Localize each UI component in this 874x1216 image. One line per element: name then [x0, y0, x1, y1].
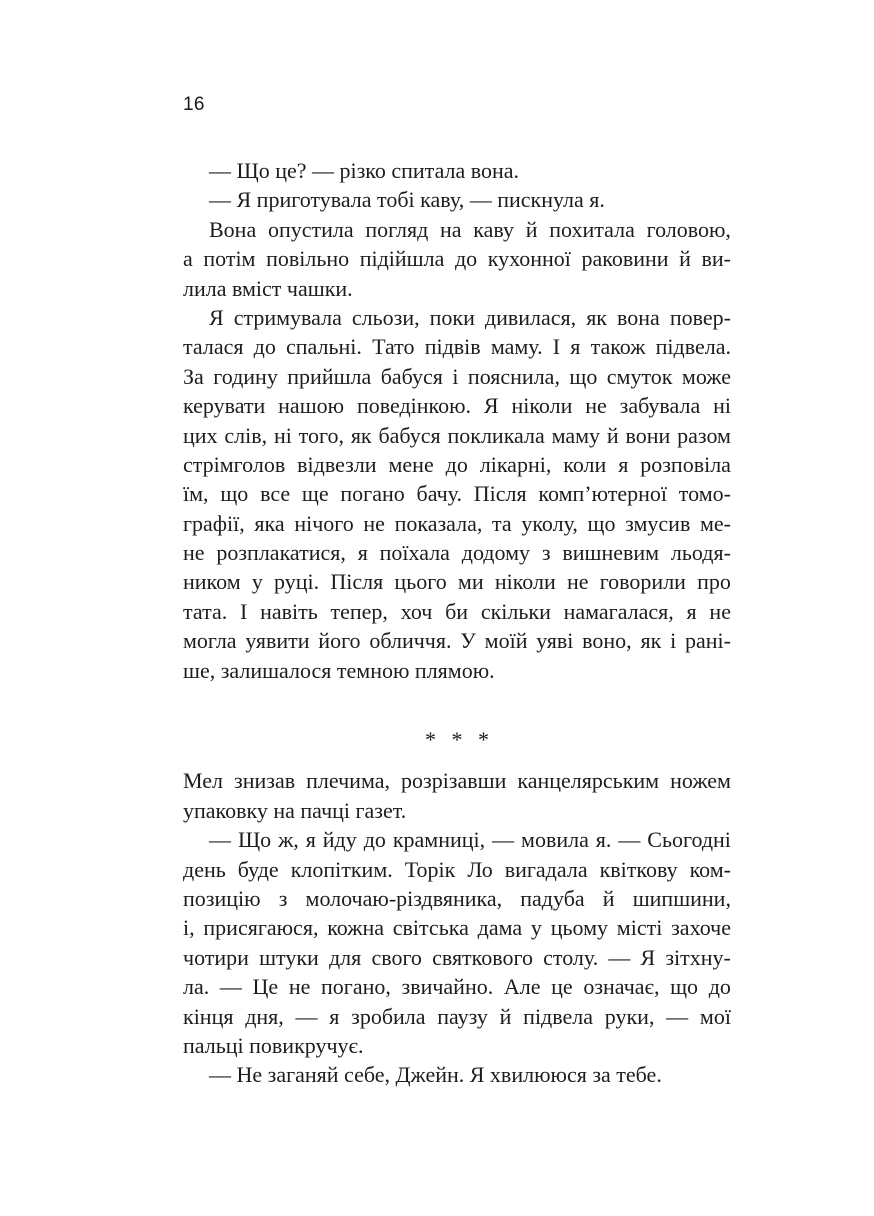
- word: Я: [483, 393, 499, 419]
- word: ла.: [183, 974, 210, 1000]
- word: І: [239, 598, 248, 624]
- text-line: [183, 884, 731, 913]
- word: ні: [713, 393, 731, 419]
- word: —: [219, 974, 242, 1000]
- word: повер-: [669, 304, 731, 330]
- word: похитала: [549, 216, 635, 242]
- word: до: [445, 451, 468, 477]
- text-line: упаковку на пачці газет.: [183, 797, 407, 823]
- word: зробила: [351, 1003, 426, 1029]
- word: розплакатися,: [216, 540, 346, 566]
- word: —: [608, 944, 631, 970]
- word: погляд: [365, 216, 429, 242]
- word: Після: [330, 569, 384, 595]
- word: а: [183, 246, 193, 272]
- word: канцелярським: [517, 768, 660, 794]
- word: —: [295, 1003, 318, 1029]
- word: лікарні,: [479, 451, 552, 477]
- text-line: [183, 450, 731, 479]
- word: означає,: [583, 974, 660, 1000]
- word: не: [288, 974, 311, 1000]
- section-separator: * * *: [425, 727, 489, 753]
- word: не: [585, 393, 607, 419]
- word: місті: [616, 915, 663, 941]
- word: стримувала: [233, 304, 342, 330]
- word: крамниці,: [392, 827, 486, 853]
- text-line: [183, 855, 731, 884]
- text-line: [183, 244, 731, 273]
- word: до: [253, 334, 276, 360]
- word: Але: [503, 974, 541, 1000]
- word: тата.: [183, 598, 228, 624]
- word: й: [679, 246, 691, 272]
- word: ніколи: [494, 569, 556, 595]
- text-block: [183, 156, 731, 1090]
- word: захоче: [671, 915, 731, 941]
- text-line: [183, 766, 731, 795]
- word: до: [454, 246, 478, 272]
- word: разом: [677, 422, 731, 448]
- word: ми: [457, 569, 484, 595]
- word: до: [708, 974, 731, 1000]
- word: ні: [273, 422, 292, 448]
- word: штуки: [259, 944, 319, 970]
- word: й: [606, 422, 619, 448]
- word: для: [328, 944, 362, 970]
- word: цих: [183, 422, 218, 448]
- word: це: [551, 974, 573, 1000]
- word: також: [590, 334, 646, 360]
- word: дама: [477, 915, 523, 941]
- text-line: [183, 1002, 731, 1031]
- word: з: [541, 540, 551, 566]
- word: пояснила,: [467, 363, 560, 389]
- word: все: [260, 481, 291, 507]
- word: та: [492, 510, 512, 536]
- word: Ло: [467, 856, 493, 882]
- paragraph: [183, 156, 731, 185]
- word: і,: [183, 915, 195, 941]
- word: головою,: [646, 216, 731, 242]
- word: руці.: [274, 569, 320, 595]
- word: смуток: [606, 363, 673, 389]
- word: скільки: [480, 598, 551, 624]
- word: їм,: [183, 481, 209, 507]
- text-line: [183, 538, 731, 567]
- word: говорили: [599, 569, 686, 595]
- word: керувати: [183, 393, 266, 419]
- word: —: [209, 827, 231, 853]
- word: кожна: [327, 915, 384, 941]
- word: що: [670, 974, 699, 1000]
- text-line: — Не заганяй себе, Джейн. Я хвилююся за тебе.: [209, 1062, 662, 1088]
- word: знизав: [234, 768, 296, 794]
- word: ж,: [278, 827, 299, 853]
- word: що: [569, 363, 598, 389]
- word: підвела: [523, 1003, 594, 1029]
- text-line: [183, 332, 731, 361]
- text-line: [183, 421, 731, 450]
- word: ви-: [701, 246, 731, 272]
- word: Вона: [209, 216, 257, 242]
- word: опустила: [267, 216, 354, 242]
- word: —: [492, 827, 515, 853]
- word: яка: [254, 510, 285, 536]
- word: може: [681, 363, 731, 389]
- word: розрізавши: [401, 768, 507, 794]
- word: того,: [298, 422, 344, 448]
- text-line: [183, 479, 731, 508]
- word: цьому: [550, 915, 609, 941]
- word: і: [452, 363, 459, 389]
- word: зітхну-: [665, 944, 731, 970]
- paragraph: [183, 215, 731, 303]
- word: плечима,: [306, 768, 390, 794]
- word: Я: [209, 304, 224, 330]
- word: я: [357, 540, 368, 566]
- word: Я: [640, 944, 656, 970]
- text-line: [183, 391, 731, 420]
- word: у: [251, 569, 263, 595]
- word: слів,: [224, 422, 268, 448]
- word: йду: [322, 827, 357, 853]
- word: потім: [203, 246, 256, 272]
- word: столу.: [543, 944, 599, 970]
- word: не: [709, 598, 731, 624]
- word: маму.: [490, 334, 543, 360]
- word: уявити: [245, 628, 310, 654]
- word: що: [587, 510, 616, 536]
- text-line: [183, 825, 731, 854]
- word: додому: [461, 540, 531, 566]
- word: погано,: [321, 974, 391, 1000]
- word: свого: [371, 944, 422, 970]
- word: присягаюся,: [203, 915, 319, 941]
- word: світська: [392, 915, 469, 941]
- word: спальні.: [286, 334, 362, 360]
- page-number: 16: [183, 94, 205, 115]
- text-line: [183, 597, 731, 626]
- word: паузу: [437, 1003, 488, 1029]
- word: прийшла: [287, 363, 372, 389]
- word: відвезли: [297, 451, 377, 477]
- word: Сьогодні: [647, 827, 731, 853]
- text-line: — Що це? — різко спитала вона.: [209, 158, 520, 183]
- word: раковини: [581, 246, 669, 272]
- word: підвів: [424, 334, 481, 360]
- word: поїхала: [379, 540, 450, 566]
- word: з: [278, 885, 288, 911]
- word: звичайно.: [401, 974, 494, 1000]
- text-line: [183, 303, 731, 332]
- text-line: [183, 215, 731, 244]
- word: льодя-: [670, 540, 731, 566]
- word: Мел: [183, 768, 224, 794]
- word: мої: [699, 1003, 731, 1029]
- word: до: [363, 827, 386, 853]
- word: молочаю-різдвяника,: [305, 885, 503, 911]
- word: рані-: [685, 628, 731, 654]
- word: кухонної: [487, 246, 571, 272]
- word: підійшла: [359, 246, 445, 272]
- word: вони: [625, 422, 671, 448]
- word: томо-: [678, 481, 731, 507]
- word: сльози,: [351, 304, 420, 330]
- word: бабуся: [378, 422, 441, 448]
- word: графії,: [183, 510, 245, 536]
- word: вона: [617, 304, 660, 330]
- word: цього: [394, 569, 447, 595]
- word: на: [440, 216, 462, 242]
- word: й: [525, 216, 538, 242]
- text-line: [183, 567, 731, 596]
- word: обличчя.: [369, 628, 452, 654]
- word: змусив: [625, 510, 691, 536]
- word: За: [183, 363, 204, 389]
- word: я: [305, 827, 316, 853]
- word: що: [220, 481, 249, 507]
- word: би: [445, 598, 469, 624]
- word: не: [566, 569, 589, 595]
- word: маму: [551, 422, 601, 448]
- word: день: [183, 856, 226, 882]
- word: квіткову: [599, 856, 678, 882]
- word: буде: [237, 856, 279, 882]
- word: могла: [183, 628, 237, 654]
- paragraph: [183, 825, 731, 1060]
- word: стрімголов: [183, 451, 286, 477]
- word: Після: [473, 481, 527, 507]
- word: ножем: [670, 768, 731, 794]
- word: коли: [563, 451, 607, 477]
- word: й: [499, 1003, 512, 1029]
- word: намагалася,: [563, 598, 674, 624]
- word: моїй: [484, 628, 528, 654]
- word: бачу.: [416, 481, 462, 507]
- text-line: [183, 913, 731, 942]
- paragraph: [183, 766, 731, 825]
- word: талася: [183, 334, 244, 360]
- word: поведінкою.: [356, 393, 472, 419]
- word: не: [363, 510, 385, 536]
- word: хоч: [400, 598, 433, 624]
- word: падуба: [520, 885, 585, 911]
- word: як: [350, 422, 372, 448]
- word: уколу,: [521, 510, 578, 536]
- text-line: [183, 626, 731, 655]
- word: вишневим: [562, 540, 660, 566]
- word: воно,: [582, 628, 632, 654]
- word: бабуся: [380, 363, 443, 389]
- word: нашою: [278, 393, 345, 419]
- word: погано: [340, 481, 405, 507]
- word: навіть: [260, 598, 318, 624]
- word: ником: [183, 569, 241, 595]
- word: розповіла: [640, 451, 731, 477]
- word: повільно: [266, 246, 350, 272]
- word: не: [183, 540, 205, 566]
- word: Торік: [404, 856, 456, 882]
- word: уяві: [536, 628, 574, 654]
- word: —: [618, 827, 641, 853]
- paragraph: [183, 185, 731, 214]
- word: показала,: [394, 510, 483, 536]
- text-line: [183, 972, 731, 1001]
- word: ме-: [699, 510, 731, 536]
- word: руки,: [604, 1003, 655, 1029]
- word: І: [552, 334, 561, 360]
- text-line: [183, 943, 731, 972]
- word: —: [666, 1003, 689, 1029]
- word: я: [618, 451, 629, 477]
- word: ще: [301, 481, 329, 507]
- word: Це: [252, 974, 279, 1000]
- word: як: [640, 628, 662, 654]
- word: як: [586, 304, 607, 330]
- word: позицію: [183, 885, 261, 911]
- word: у: [530, 915, 542, 941]
- word: я: [570, 334, 581, 360]
- word: я: [686, 598, 697, 624]
- text-line: ше, залишалося темною плямою.: [183, 657, 495, 683]
- text-line: лила вміст чашки.: [183, 275, 353, 301]
- word: Що: [237, 827, 272, 853]
- paragraph: [183, 303, 731, 685]
- paragraph: [183, 1060, 731, 1089]
- word: дня,: [245, 1003, 284, 1029]
- word: кінця: [183, 1003, 234, 1029]
- word: тепер,: [330, 598, 388, 624]
- word: дивилася,: [484, 304, 577, 330]
- word: я.: [595, 827, 612, 853]
- word: У: [460, 628, 476, 654]
- word: про: [697, 569, 731, 595]
- word: годину: [213, 363, 278, 389]
- word: поки: [429, 304, 475, 330]
- word: й: [602, 885, 615, 911]
- word: вигадала: [504, 856, 588, 882]
- word: мовила: [521, 827, 589, 853]
- text-line: пальці повикручує.: [183, 1032, 364, 1058]
- word: каву: [473, 216, 515, 242]
- word: нічого: [294, 510, 354, 536]
- word: комп’ютерної: [538, 481, 668, 507]
- word: ніколи: [511, 393, 573, 419]
- word: шипшини,: [632, 885, 731, 911]
- word: я: [329, 1003, 340, 1029]
- word: ком-: [689, 856, 731, 882]
- word: клопітким.: [290, 856, 393, 882]
- word: його: [318, 628, 361, 654]
- word: і: [670, 628, 677, 654]
- word: Тато: [372, 334, 415, 360]
- word: святкового: [432, 944, 533, 970]
- text-line: — Я приготувала тобі каву, — пискнула я.: [209, 187, 605, 213]
- text-line: [183, 509, 731, 538]
- word: чотири: [183, 944, 249, 970]
- word: мене: [388, 451, 434, 477]
- word: забувала: [619, 393, 701, 419]
- word: покликала: [447, 422, 545, 448]
- text-line: [183, 362, 731, 391]
- word: підвела.: [655, 334, 731, 360]
